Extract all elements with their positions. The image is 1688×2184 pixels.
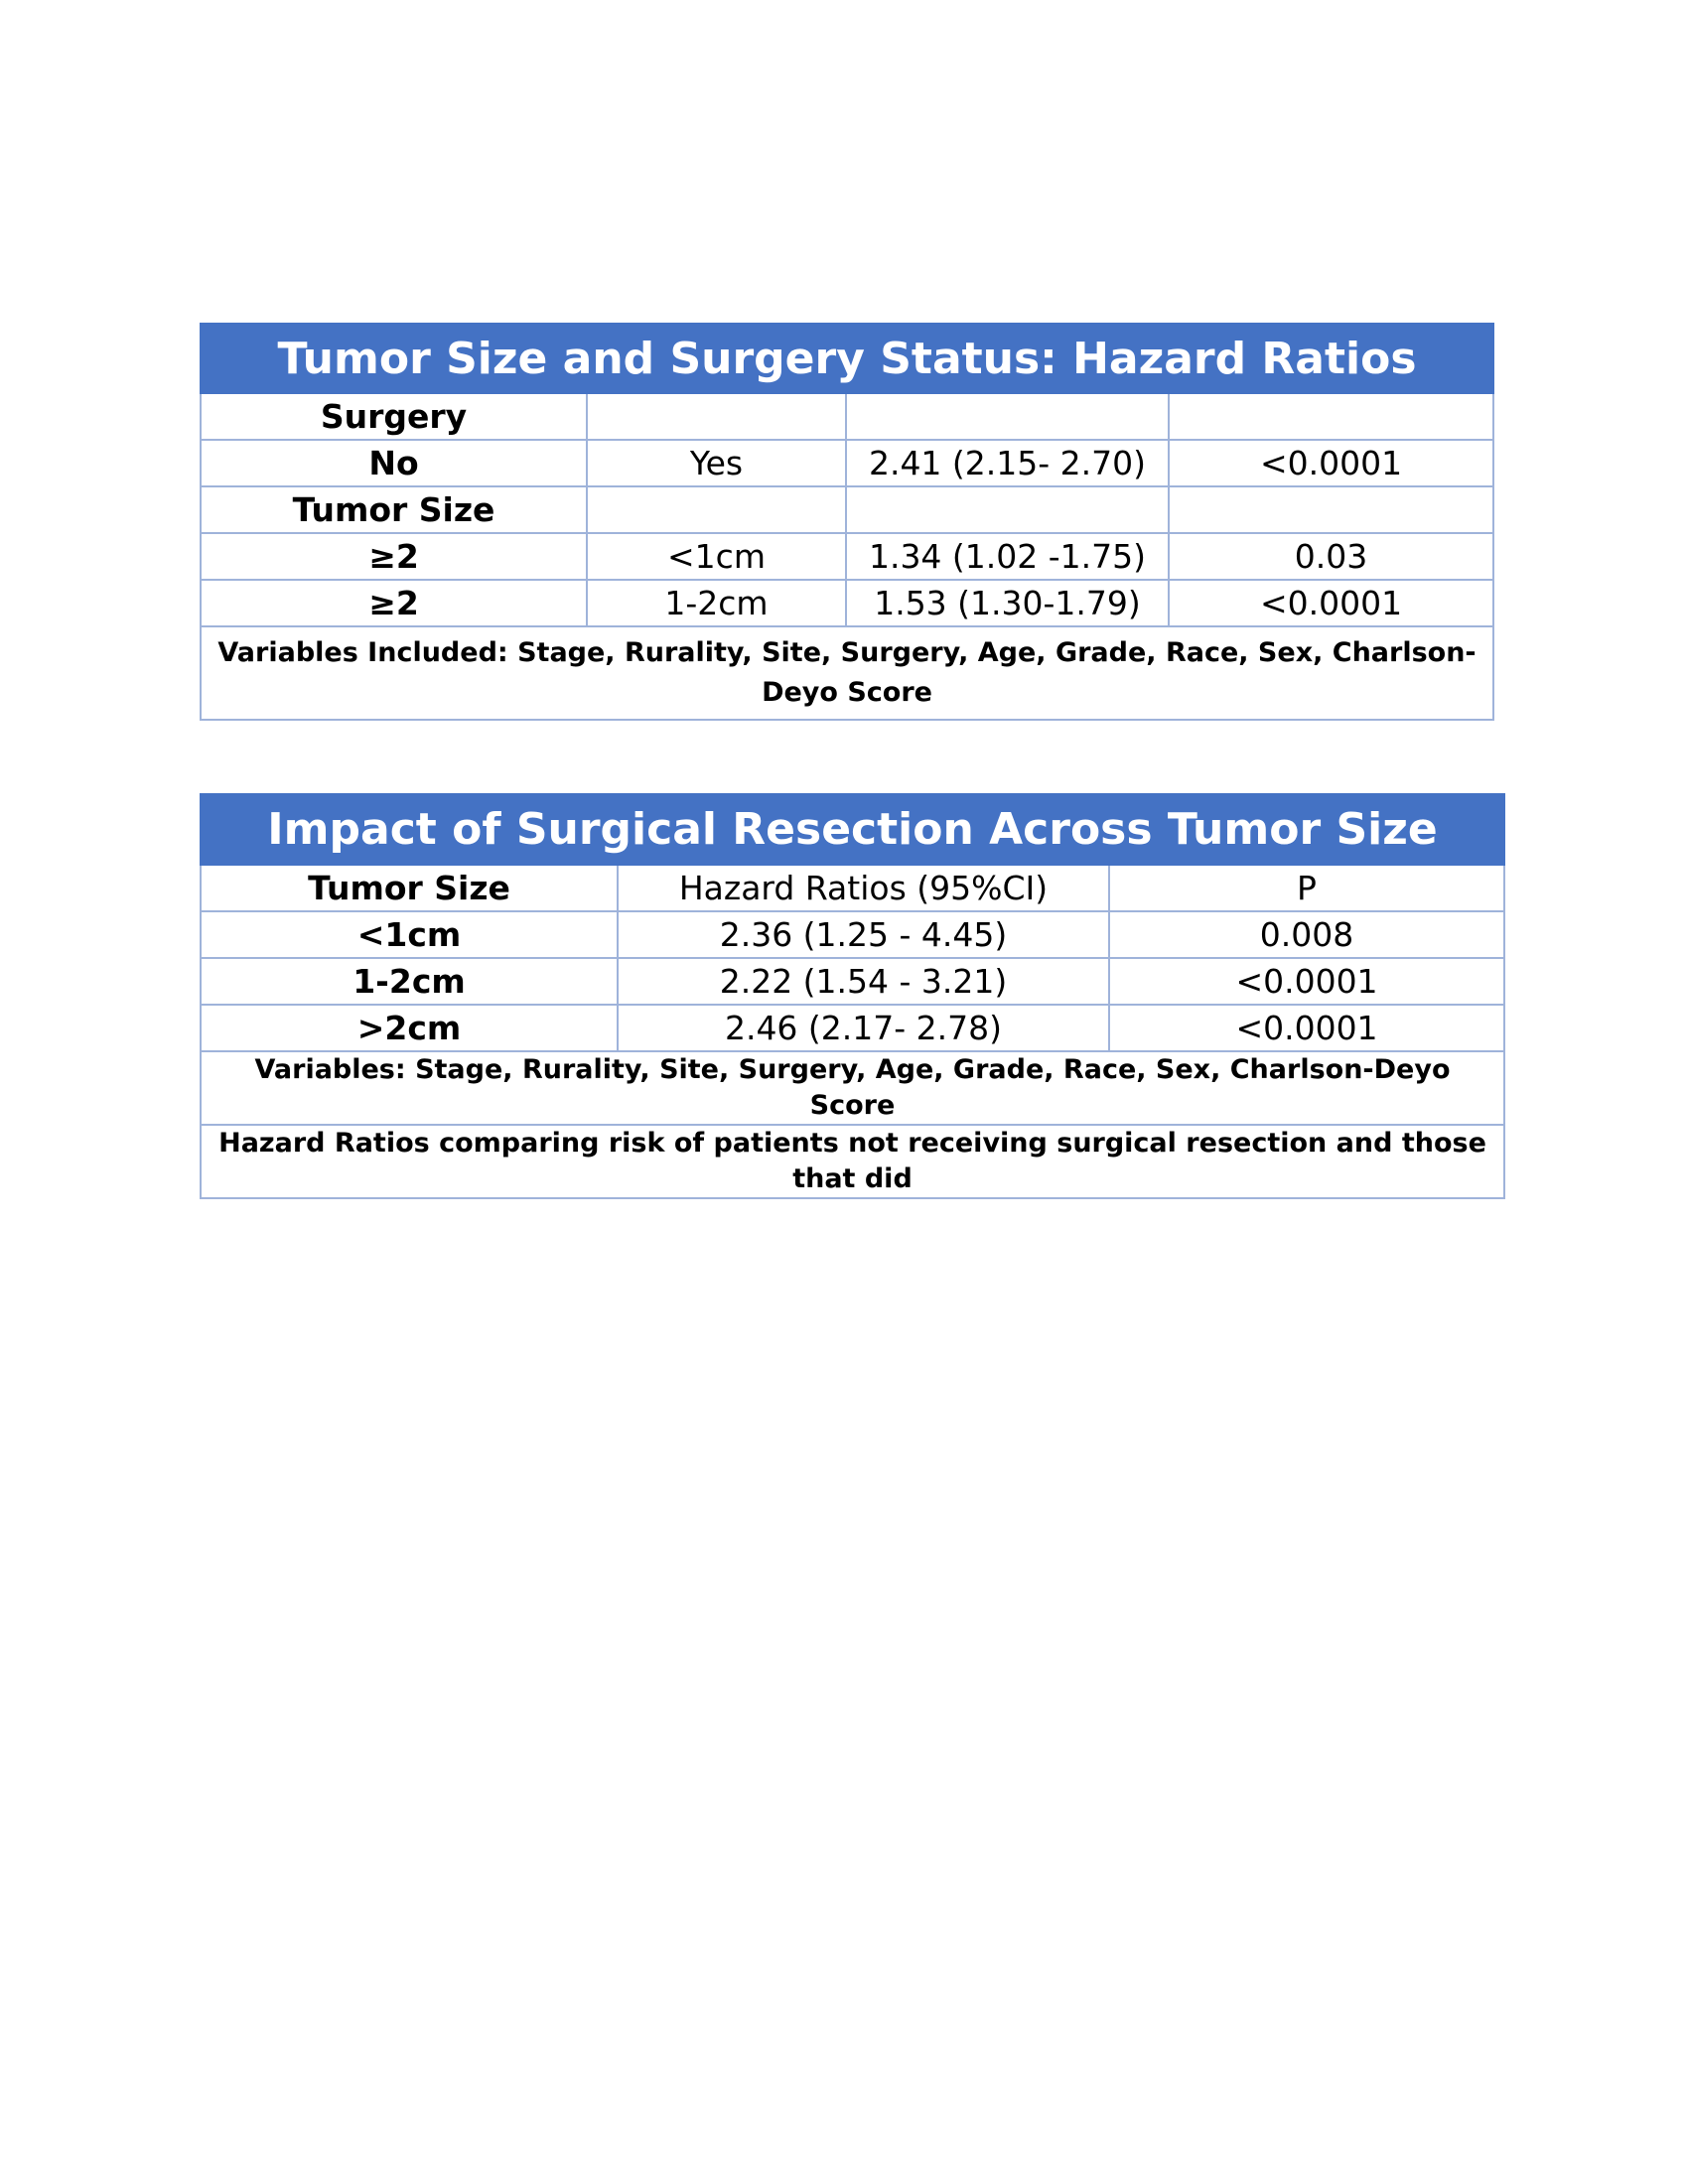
p-value-cell: <0.0001 <box>1109 1005 1504 1051</box>
table-row <box>201 533 1493 580</box>
row-label: ≥2 <box>201 580 587 626</box>
table-header-row <box>201 865 1504 911</box>
surgical-resection-table <box>200 793 1505 1199</box>
table-cell <box>1169 393 1493 440</box>
row-label: <1cm <box>201 911 618 958</box>
row-label: No <box>201 440 587 486</box>
hazard-ratio-cell: 2.22 (1.54 - 3.21) <box>618 958 1109 1005</box>
hazard-ratios-table <box>200 323 1494 721</box>
column-header: Hazard Ratios (95%CI) <box>618 865 1109 911</box>
table-cell <box>1169 486 1493 533</box>
hazard-ratio-cell: 2.41 (2.15- 2.70) <box>846 440 1169 486</box>
table-cell <box>846 393 1169 440</box>
table-cell: Yes <box>587 440 846 486</box>
hazard-ratio-cell: 2.36 (1.25 - 4.45) <box>618 911 1109 958</box>
table-row <box>201 486 1493 533</box>
hazard-ratio-cell: 1.34 (1.02 -1.75) <box>846 533 1169 580</box>
table-footnote: Variables Included: Stage, Rurality, Site, Surgery, Age, Grade, Race, Sex, Charlson-Deyo Score <box>201 626 1493 720</box>
table-footnote: Variables: Stage, Rurality, Site, Surgery, Age, Grade, Race, Sex, Charlson-Deyo Score <box>201 1051 1504 1125</box>
table-row <box>201 958 1504 1005</box>
table-cell <box>846 486 1169 533</box>
table-row <box>201 580 1493 626</box>
table-title: Tumor Size and Surgery Status: Hazard Ratios <box>201 324 1493 393</box>
table-cell <box>587 393 846 440</box>
row-label: 1-2cm <box>201 958 618 1005</box>
table-cell <box>587 486 846 533</box>
hazard-ratio-cell: 2.46 (2.17- 2.78) <box>618 1005 1109 1051</box>
table-row <box>201 911 1504 958</box>
table-row <box>201 1005 1504 1051</box>
p-value-cell: <0.0001 <box>1169 580 1493 626</box>
table-cell: <1cm <box>587 533 846 580</box>
row-label: Tumor Size <box>201 486 587 533</box>
column-header: Tumor Size <box>201 865 618 911</box>
table-cell: 1-2cm <box>587 580 846 626</box>
table-row <box>201 393 1493 440</box>
p-value-cell: 0.03 <box>1169 533 1493 580</box>
p-value-cell: <0.0001 <box>1169 440 1493 486</box>
table-row <box>201 440 1493 486</box>
column-header: P <box>1109 865 1504 911</box>
table-title: Impact of Surgical Resection Across Tumor Size <box>201 794 1504 865</box>
row-label: ≥2 <box>201 533 587 580</box>
table-footnote: Hazard Ratios comparing risk of patients not receiving surgical resection and those that did <box>201 1125 1504 1198</box>
hazard-ratio-cell: 1.53 (1.30-1.79) <box>846 580 1169 626</box>
p-value-cell: <0.0001 <box>1109 958 1504 1005</box>
row-label: Surgery <box>201 393 587 440</box>
row-label: >2cm <box>201 1005 618 1051</box>
p-value-cell: 0.008 <box>1109 911 1504 958</box>
